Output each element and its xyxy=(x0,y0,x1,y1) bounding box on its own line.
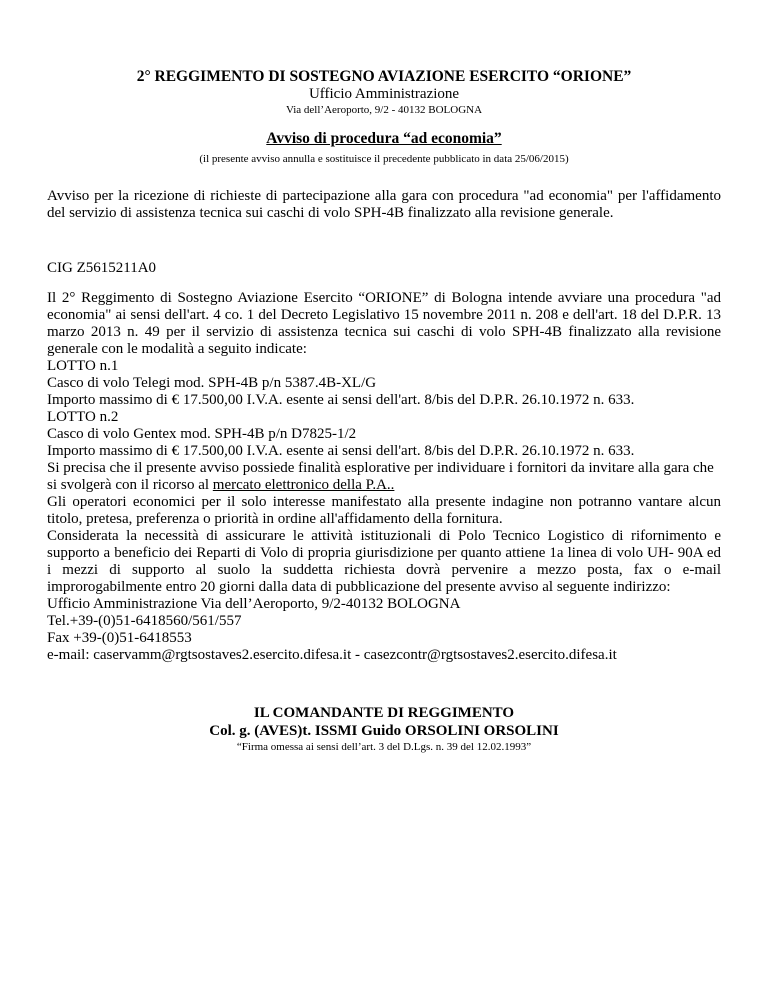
paragraph-procedure: Il 2° Reggimento di Sostegno Aviazione Esercito “ORIONE” di Bologna intende avviare una procedura "ad economia" ai sensi dell'art. 4 co. 1 del Decreto Legislativo 15 novembre 2011 n. 208 e dell'art. 18 del D.P.R. 13 marzo 2013 n. 49 per il servizio di assistenza tecnica sui caschi di volo SPH-4B finalizzato alla revisione generale con le modalità a seguito indicate: xyxy=(47,290,721,357)
office-address: Via dell’Aeroporto, 9/2 - 40132 BOLOGNA xyxy=(285,104,483,116)
contact-email[interactable]: e-mail: caservamm@rgtsostaves2.esercito.difesa.it - casezcontr@rgtsostaves2.esercito.difesa.it xyxy=(47,647,617,663)
paragraph-exploratory xyxy=(47,460,721,494)
lot2-amount: Importo massimo di € 17.500,00 I.V.A. esente ai sensi dell'art. 8/bis del D.P.R. 26.10.1972 n. 633. xyxy=(47,443,635,459)
lot2-label: LOTTO n.2 xyxy=(47,409,119,425)
main-body xyxy=(47,290,721,664)
cig-code: CIG Z5615211A0 xyxy=(47,260,157,276)
exploratory-text: Si precisa che il presente avviso possiede finalità esplorative per individuare i fornitori da invitare alla gara che si svolgerà con il ricorso al xyxy=(47,460,714,493)
office-name: Ufficio Amministrazione xyxy=(308,86,460,102)
contact-tel: Tel.+39-(0)51-6418560/561/557 xyxy=(47,613,242,629)
notice-title: Avviso di procedura “ad economia” xyxy=(266,130,502,147)
lot2-item: Casco di volo Gentex mod. SPH-4B p/n D7825-1/2 xyxy=(47,426,357,442)
signature-note: “Firma omessa ai sensi dell’art. 3 del D.Lgs. n. 39 del 12.02.1993” xyxy=(236,741,532,753)
paragraph-operators: Gli operatori economici per il solo interesse manifestato alla presente indagine non potranno vantare alcun titolo, pretesa, preferenza o priorità in ordine all'affidamento della fornitura. xyxy=(47,494,721,527)
contact-fax: Fax +39-(0)51-6418553 xyxy=(47,630,192,646)
intro-paragraph: Avviso per la ricezione di richieste di partecipazione alla gara con procedura "ad economia" per l'affidamento del servizio di assistenza tecnica sui caschi di volo SPH-4B finalizzato alla revisione generale. xyxy=(47,188,721,221)
signature-name: Col. g. (AVES)t. ISSMI Guido ORSOLINI ORSOLINI xyxy=(209,723,559,739)
lot1-label: LOTTO n.1 xyxy=(47,358,119,374)
contact-address: Ufficio Amministrazione Via dell’Aeroporto, 9/2-40132 BOLOGNA xyxy=(47,596,461,612)
notice-note: (il presente avviso annulla e sostituisce il precedente pubblicato in data 25/06/2015) xyxy=(199,153,569,165)
regiment-title: 2° REGGIMENTO DI SOSTEGNO AVIAZIONE ESERCITO “ORIONE” xyxy=(136,68,632,85)
lot1-amount: Importo massimo di € 17.500,00 I.V.A. esente ai sensi dell'art. 8/bis del D.P.R. 26.10.1972 n. 633. xyxy=(47,392,635,408)
signature-role: IL COMANDANTE DI REGGIMENTO xyxy=(253,705,515,721)
lot1-item: Casco di volo Telegi mod. SPH-4B p/n 5387.4B-XL/G xyxy=(47,375,377,391)
mepa-link[interactable]: mercato elettronico della P.A.. xyxy=(212,477,395,493)
paragraph-considering: Considerata la necessità di assicurare le attività istituzionali di Polo Tecnico Logistico di rifornimento e supporto a beneficio dei Reparti di Volo di propria giurisdizione per quanto attiene 1a linea di volo UH- 90A ed i mezzi di supporto al suolo la suddetta richiesta dovrà pervenire a mezzo posta, fax o e-mail improrogabilmente entro 20 giorni dalla data di pubblicazione del presente avviso al seguente indirizzo: xyxy=(47,528,721,595)
